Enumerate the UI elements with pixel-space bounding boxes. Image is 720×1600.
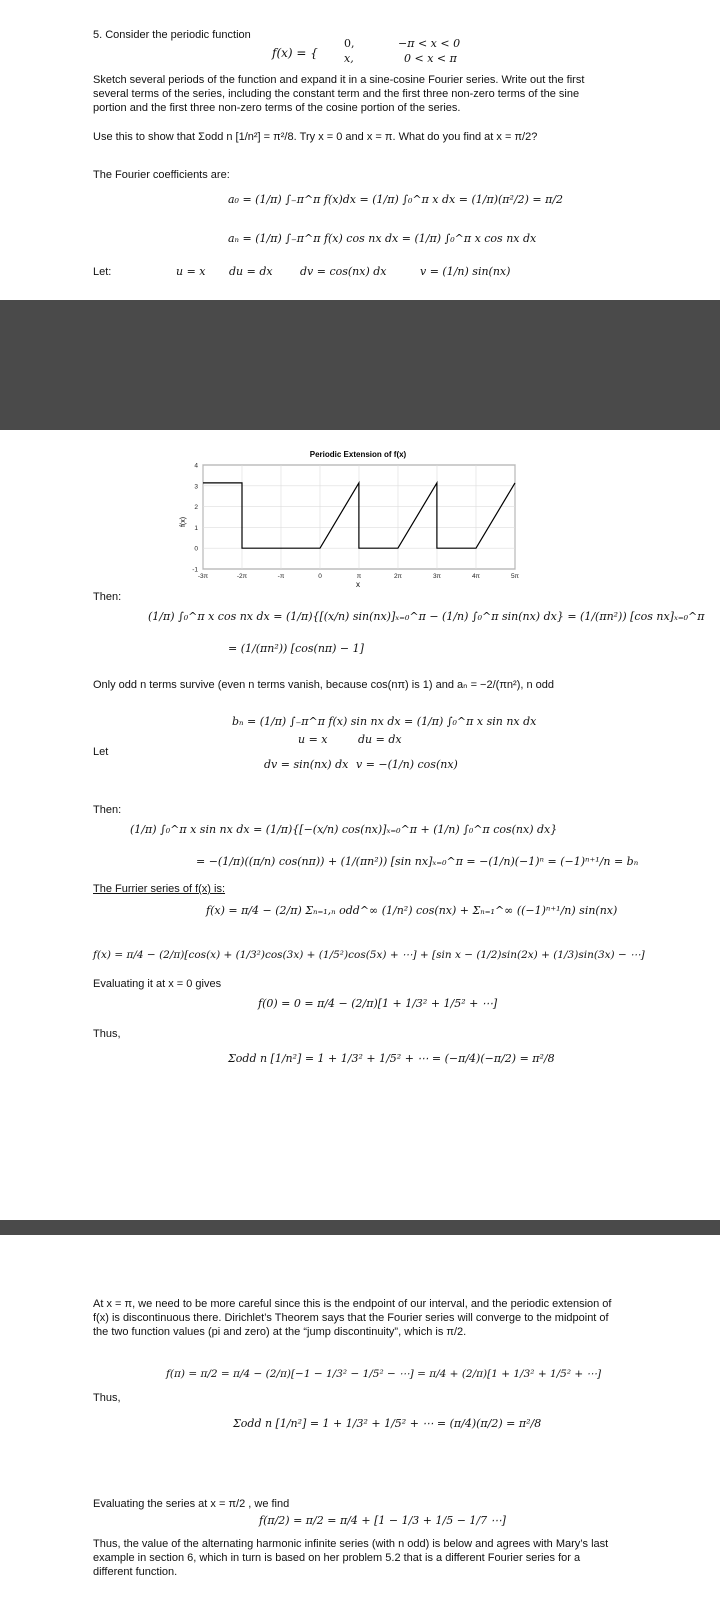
fpi-equation: f(π) = π/2 = π/4 − (2/π)[−1 − 1/3² − 1/5² − ⋯] = π/4 + (2/π)[1 + 1/3² + 1/5² + ⋯] bbox=[166, 1368, 602, 1380]
y-tick-label: -1 bbox=[192, 566, 198, 574]
ibp-sin-1: (1/π) ∫₀^π x sin nx dx = (1/π){[−(x/n) cos(nx)]ₓ₌₀^π + (1/n) ∫₀^π cos(nx) dx} bbox=[130, 823, 558, 836]
f0-equation: f(0) = 0 = π/4 − (2/π)[1 + 1/3² + 1/5² + ⋯] bbox=[258, 997, 498, 1010]
plot-area bbox=[192, 463, 519, 581]
let2-du: du = dx bbox=[358, 733, 402, 746]
ibp-cos-1: (1/π) ∫₀^π x cos nx dx = (1/π){[(x/n) sin(nx)]ₓ₌₀^π − (1/n) ∫₀^π sin(nx) dx} = (1/(πn²)) [cos nx]ₓ₌₀^π bbox=[148, 610, 705, 623]
x-tick-label: 5π bbox=[510, 573, 520, 580]
x-tick-label: 2π bbox=[393, 573, 403, 580]
x-tick-label: -3π bbox=[197, 573, 209, 580]
then-label: Then: bbox=[93, 591, 122, 603]
let-dv: dv = cos(nx) dx bbox=[300, 265, 387, 278]
x-tick-label: 0 bbox=[318, 573, 322, 580]
page-1 bbox=[0, 0, 720, 300]
y-tick-label: 1 bbox=[194, 524, 198, 532]
series-equation: f(x) = π/4 − (2/π) Σₙ₌₁,ₙ odd^∞ (1/n²) cos(nx) + Σₙ₌₁^∞ ((−1)ⁿ⁺¹/n) sin(nx) bbox=[206, 904, 618, 917]
a0-equation: a₀ = (1/π) ∫₋π^π f(x)dx = (1/π) ∫₀^π x dx = (1/π)(π²/2) = π/2 bbox=[228, 193, 564, 206]
piece2-cond: 0 < x < π bbox=[404, 52, 457, 65]
eval-zero: Evaluating it at x = 0 gives bbox=[93, 978, 222, 990]
piece1-cond: −π < x < 0 bbox=[398, 37, 461, 50]
bn-equation: bₙ = (1/π) ∫₋π^π f(x) sin nx dx = (1/π) ∫₀^π x sin nx dx bbox=[232, 715, 537, 728]
x-tick-label: 4π bbox=[471, 573, 481, 580]
series-expanded: f(x) = π/4 − (2/π)[cos(x) + (1/3²)cos(3x) + (1/5²)cos(5x) + ⋯] + [sin x − (1/2)sin(2x) + (1/3)sin(3x) − ⋯] bbox=[93, 949, 645, 961]
let-label: Let: bbox=[93, 266, 112, 278]
odd-terms-note: Only odd n terms survive (even n terms vanish, because cos(nπ) is 1) and aₙ = −2/(πn²), n odd bbox=[93, 679, 554, 691]
let2-v: v = −(1/n) cos(nx) bbox=[356, 758, 458, 771]
eval-half: Evaluating the series at x = π/2 , we find bbox=[93, 1498, 290, 1510]
sum-equation-2: Σodd n [1/n²] = 1 + 1/3² + 1/5² + ⋯ = (π/4)(π/2) = π²/8 bbox=[233, 1417, 542, 1430]
instructions: Sketch several periods of the function and expand it in a sine-cosine Fourier series. Write out the first several terms of the series, including the constant term and the first three non-zero terms of the sine portion and the first three non-zero terms of the cosine portion of the series. bbox=[93, 74, 585, 114]
x-tick-label: -2π bbox=[236, 573, 248, 580]
use-this-line: Use this to show that Σodd n [1/n²] = π²/8. Try x = 0 and x = π. What do you find at x = π/2? bbox=[93, 131, 538, 143]
y-tick-label: 0 bbox=[194, 545, 198, 553]
let-du: du = dx bbox=[229, 265, 273, 278]
thus-label-1: Thus, bbox=[93, 1028, 121, 1040]
piece1-value: 0, bbox=[344, 37, 355, 50]
series-heading: The Furrier series of f(x) is: bbox=[93, 883, 226, 895]
coeff-intro: The Fourier coefficients are: bbox=[93, 169, 230, 181]
piecewise-fx: f(x) = { bbox=[272, 46, 318, 60]
x-tick-label: -π bbox=[277, 573, 285, 580]
ibp-cos-2: = (1/(πn²)) [cos(nπ) − 1] bbox=[228, 642, 364, 655]
let2-label: Let bbox=[93, 746, 109, 758]
plot-xlabel: x bbox=[356, 580, 360, 589]
y-tick-label: 4 bbox=[194, 462, 198, 470]
x-tick-label: 3π bbox=[432, 573, 442, 580]
let2-u: u = x bbox=[298, 733, 328, 746]
periodic-extension-plot bbox=[0, 440, 720, 610]
page-3 bbox=[0, 1235, 720, 1600]
page-2 bbox=[0, 430, 720, 1220]
problem-title: 5. Consider the periodic function bbox=[93, 29, 251, 41]
let-v: v = (1/n) sin(nx) bbox=[420, 265, 511, 278]
plot-title: Periodic Extension of f(x) bbox=[309, 450, 407, 459]
piece2-value: x, bbox=[344, 52, 354, 65]
y-tick-label: 3 bbox=[194, 483, 198, 491]
fhalf-equation: f(π/2) = π/2 = π/4 + [1 − 1/3 + 1/5 − 1/7 ⋯] bbox=[259, 1514, 506, 1527]
ibp-sin-2: = −(1/π)((π/n) cos(nπ)) + (1/(πn²)) [sin nx]ₓ₌₀^π = −(1/n)(−1)ⁿ = (−1)ⁿ⁺¹/n = bₙ bbox=[196, 855, 639, 868]
let-u: u = x bbox=[176, 265, 206, 278]
y-tick-label: 2 bbox=[194, 504, 198, 512]
then2-label: Then: bbox=[93, 804, 122, 816]
thus-label-2: Thus, bbox=[93, 1392, 121, 1404]
conclusion-paragraph: Thus, the value of the alternating harmonic infinite series (with n odd) is below and agrees with Mary’s last example in section 6, which in turn is based on her problem 5.2 that is a different Fourier series for a different function. bbox=[93, 1538, 609, 1578]
x-tick-label: π bbox=[356, 573, 362, 580]
let2-dv: dv = sin(nx) dx bbox=[264, 758, 349, 771]
endpoint-paragraph: At x = π, we need to be more careful since this is the endpoint of our interval, and the periodic extension of f(x) is discontinuous there. Dirichlet’s Theorem says that the Fourier series will converge to the midpoint of the two function values (pi and zero) at the “jump discontinuity”, which is π/2. bbox=[93, 1298, 612, 1338]
an-equation: aₙ = (1/π) ∫₋π^π f(x) cos nx dx = (1/π) ∫₀^π x cos nx dx bbox=[228, 232, 537, 245]
plot-ylabel: f(x) bbox=[180, 516, 187, 528]
sum-equation-1: Σodd n [1/n²] = 1 + 1/3² + 1/5² + ⋯ = (−π/4)(−π/2) = π²/8 bbox=[228, 1052, 555, 1065]
